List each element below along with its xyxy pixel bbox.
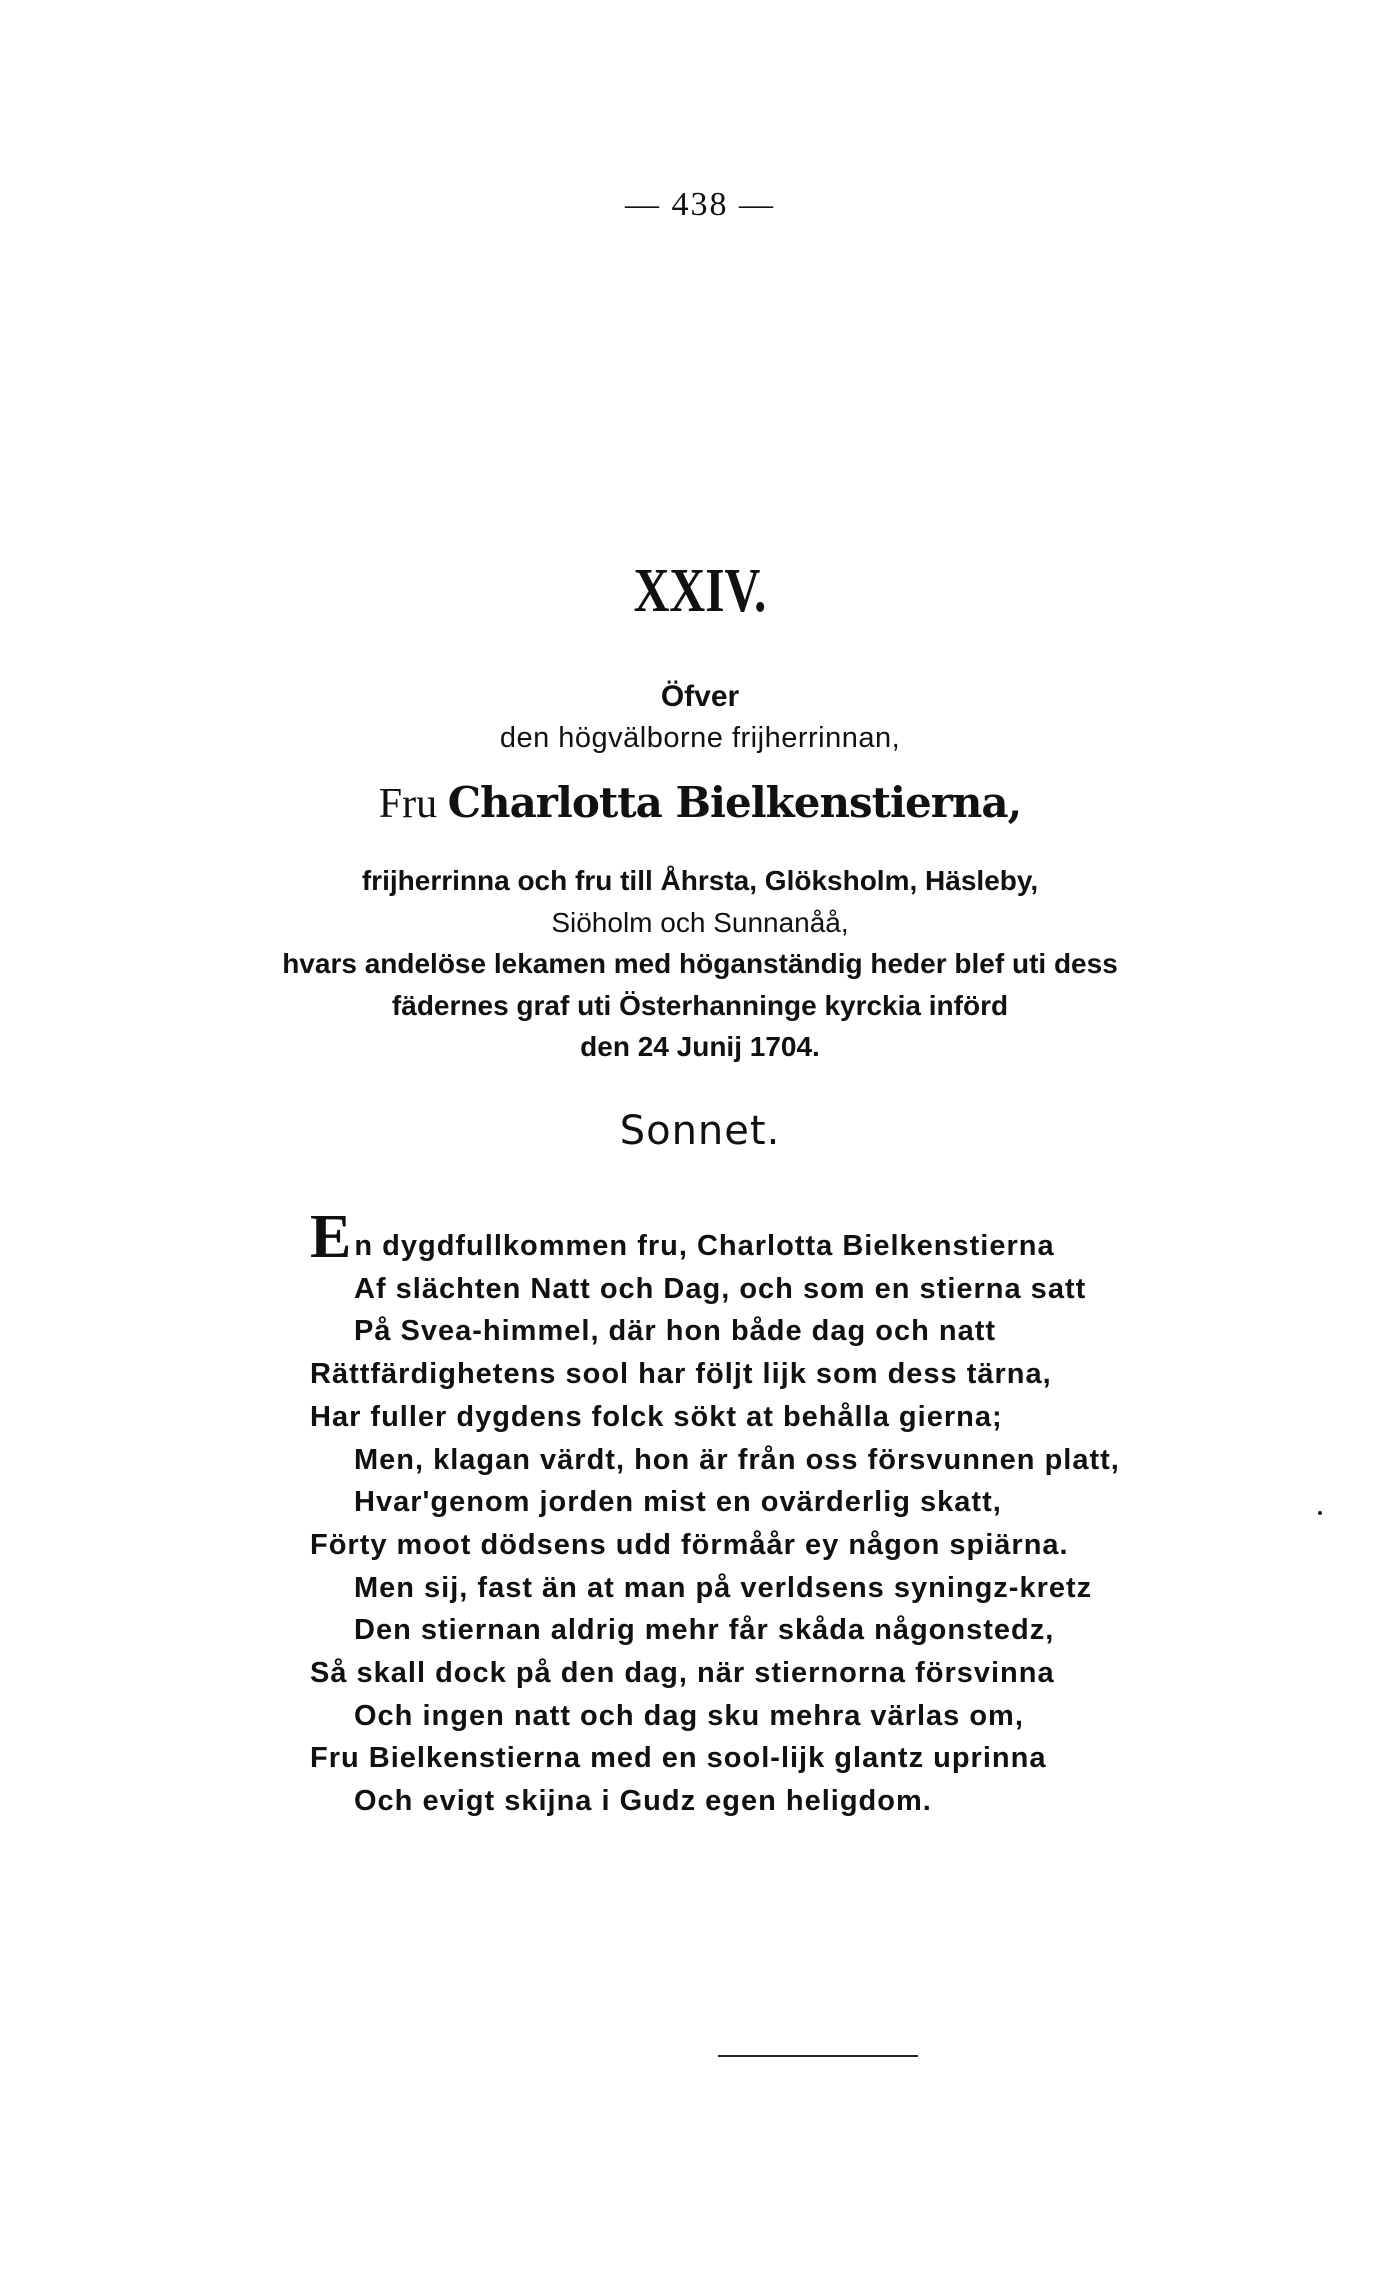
poem-line: Men, klagan värdt, hon är från oss försvunnen platt, [354,1443,1120,1476]
poem-line: Förty moot dödsens udd förmåår ey någon spiärna. [310,1528,1069,1561]
poem-first-line-text: n dygdfullkommen fru, Charlotta Bielkenstierna [354,1230,1055,1262]
poem-lines [310,1268,1330,1823]
heading-name-prefix: Fru [378,781,438,827]
poem-line-first [310,1203,1330,1271]
page-number: — 438 — [625,186,775,223]
heading-description [0,860,1400,1068]
description-line: den 24 Junij 1704. [580,1031,820,1062]
heading-dedicatee-intro: den högvälborne frijherrinnan, [499,722,901,754]
poem-line: På Svea-himmel, där hon både dag och natt [354,1315,997,1348]
heading-name-main: Charlotta Bielkenstierna, [447,778,1022,827]
description-line: hvars andelöse lekamen med höganständig heder blef uti dess [282,948,1118,979]
poem-line: Rättfärdighetens sool har följt lijk som dess tärna, [310,1358,1052,1391]
heading-ofver: Öfver [660,680,740,713]
heading-name [0,778,1400,828]
description-line: frijherrinna och fru till Åhrsta, Glöksholm, Häsleby, [361,865,1039,896]
poem-line: Och evigt skijna i Gudz egen heligdom. [354,1785,932,1818]
poem-line: Men sij, fast än at man på verldsens syningz-kretz [354,1571,1093,1604]
poem-line: Fru Bielkenstierna med en sool-lijk glantz uprinna [310,1742,1047,1775]
poem-line: Och ingen natt och dag sku mehra värlas om, [354,1699,1024,1732]
chapter-number: XXIV. [633,557,767,625]
poem-line: Af slächten Natt och Dag, och som en stierna satt [354,1272,1087,1305]
description-line: fädernes graf uti Österhanninge kyrckia införd [391,989,1009,1021]
description-line: Siöholm och Sunnanåå, [551,906,849,938]
poem-line: Har fuller dygdens folck sökt at behålla gierna; [310,1400,1003,1433]
drop-initial: E [310,1203,353,1271]
poem-line: Hvar'genom jorden mist en ovärderlig skatt, [354,1486,1002,1519]
poem-line: Den stiernan aldrig mehr får skåda någonstedz, [354,1614,1055,1647]
poem [310,1203,1330,1823]
section-rule [718,2055,918,2057]
sonnet-title: Sonnet. [619,1108,781,1154]
stray-mark [1318,1511,1322,1515]
poem-line: Så skall dock på den dag, när stiernorna försvinna [310,1657,1055,1690]
